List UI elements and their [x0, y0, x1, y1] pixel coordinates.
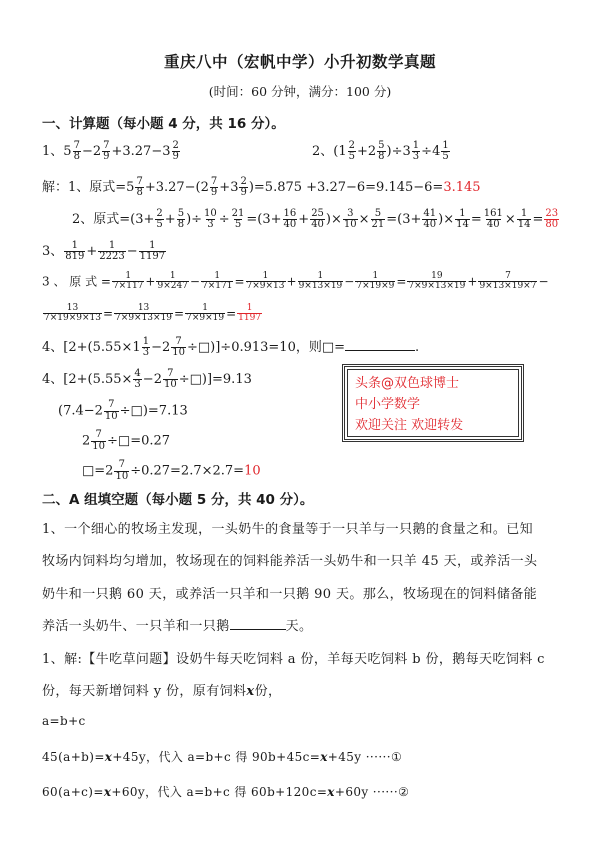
solution-4-line-4: □=2 $\frac{7}{10}$ ÷0.27=2.7×2.7=10 [82, 459, 261, 482]
solution-4-line-2: (7.4−2 $\frac{7}{10}$ ÷□)=7.13 [58, 399, 188, 422]
solution-line-3: a=b+c [42, 714, 86, 728]
answer-value: 3.145 [443, 180, 481, 195]
variable-x: x [246, 684, 255, 699]
solution-line-1: 1、解:【牛吃草问题】设奶牛每天吃饲料 a 份，羊每天吃饲料 b 份，鹅每天吃饲料 c [42, 652, 545, 667]
watermark-line-1: 头条@双色球博士 [355, 376, 460, 391]
solution-text: )=5.875 +3.27−6=9.145−6= [248, 180, 444, 195]
problem-line-1: 1、一个细心的牧场主发现，一头奶牛的食量等于一只羊与一只鹅的食量之和。已知 [42, 522, 534, 537]
solution-2: 2、原式=(3+ $\frac{2}{5}$ + $\frac{5}{8}$ )÷ $\frac{10}{3}$ ÷ $\frac{21}{5}$ =(3+ $\frac{16}{40}$ + $\frac{25}{40}$ )× $\frac{3}{10}$ × $\frac{5}{21}$ =(3+ $\frac{41}{40}$ )× $\frac{1}{14}$ = $\frac{161}{40}$ × $\frac{1}{14}$ = $\frac{23}{80}$ [72, 207, 559, 230]
equation-2 [42, 783, 409, 800]
answer-blank[interactable] [230, 629, 286, 630]
equation-1 [42, 748, 402, 765]
solution-text: 份， [254, 684, 282, 699]
equation-text: +60y，代入 a=b+c 得 60b+120c= [111, 785, 328, 799]
question-3: 3、 $\frac{1}{819}$ + $\frac{1}{2223}$ − $\frac{1}{1197}$ [42, 239, 166, 262]
variable-x: x [104, 750, 113, 764]
solution-text: +3.27−( [144, 180, 201, 195]
solution-line-2 [42, 680, 281, 699]
problem-text: 养活一头奶牛、一只羊和一只鹅 [42, 619, 230, 634]
answer-denominator: 80 [545, 219, 559, 230]
question-label: 4、 [42, 340, 64, 355]
equation-text: +45y，代入 a=b+c 得 90b+45c= [112, 750, 321, 764]
section1-heading: 一、计算题（每小题 4 分，共 16 分）。 [42, 116, 285, 132]
solution-4-line-1: 4、[2+(5.55× $\frac{4}{3}$ −2 $\frac{7}{10}$ ÷□)]=9.13 [42, 367, 252, 390]
answer-blank[interactable] [345, 350, 415, 351]
equation-text: 45(a+b)= [42, 750, 105, 764]
problem-line-2: 牧场内饲料均匀增加，牧场现在的饲料能养活一头奶牛和一只羊 45 天，或养活一头 [42, 554, 538, 569]
variable-x: x [320, 750, 328, 764]
question-1: 1、5 $\frac{7}{8}$ −2 $\frac{7}{9}$ +3.27−3 $\frac{2}{9}$ [42, 139, 179, 162]
document-title: 重庆八中（宏帆中学）小升初数学真题 [163, 53, 436, 71]
solution-4-line-3: 2 $\frac{7}{10}$ ÷□=0.27 [82, 429, 171, 452]
question-4: 4、[2+(5.55×1 $\frac{1}{3}$ −2 $\frac{7}{10}$ ÷□)]÷0.913=10，则□= . [42, 335, 420, 358]
solution-3-line-2: $\frac{13}{7\times 19\times 9\times 13}$ = $\frac{13}{7\times 9\times 13\times 19}$ = $\frac{1}{7\times 9\times 19}$ = $\frac{1}{1197}$ [44, 303, 262, 324]
answer-numerator: 1 [246, 303, 253, 313]
problem-line-3: 奶牛和一只鹅 60 天，或养活一只羊和一只鹅 90 天。那么，牧场现在的饲料储备能 [42, 587, 538, 602]
answer-fraction [237, 304, 262, 324]
answer-fraction [544, 209, 559, 231]
answer-numerator: 23 [545, 207, 559, 219]
equation-text: +45y ······① [327, 750, 403, 764]
solution-prefix: 3 、 原 式 = [42, 274, 111, 289]
answer-value: 10 [244, 463, 261, 479]
question-label: 2、 [312, 144, 334, 159]
answer-denominator: 1197 [238, 313, 262, 324]
question-2: 2、(1 $\frac{2}{5}$ +2 $\frac{5}{8}$ )÷3 $\frac{1}{3}$ ÷4 $\frac{1}{5}$ [312, 139, 449, 162]
solution-3-line-1: 3 、 原 式 = $\frac{1}{7\times 117}$ + $\frac{1}{9\times 247}$ − $\frac{1}{7\times 171}$ = $\frac{1}{7\times 9\times 13}$ + $\frac{1}{9\times 13\times 19}$ − $\frac{1}{7\times 19\times 9}$ = $\frac{19}{7\times 9\times 13\times 19}$ + $\frac{7}{9\times 13\times 19\times 7}$ − [42, 271, 549, 292]
solution-prefix: 2、原式=(3+ [72, 212, 155, 227]
document-subtitle: (时间：60 分钟，满分：100 分) [208, 84, 392, 99]
equation-text: 60(a+c)= [42, 785, 104, 799]
solution-prefix: 解：1、原式= [42, 180, 127, 195]
watermark-line-3: 欢迎关注 欢迎转发 [355, 418, 464, 433]
solution-text: 份，每天新增饲料 y 份，原有饲料 [42, 684, 247, 699]
variable-x: x [103, 785, 112, 799]
watermark-box [342, 364, 524, 442]
watermark-line-2: 中小学数学 [355, 397, 421, 412]
question-suffix: . [415, 340, 420, 355]
question-label: 3、 [42, 244, 64, 259]
equation-text: +60y ······② [334, 785, 410, 799]
question-label: 1、 [42, 144, 64, 159]
problem-suffix: 天。 [285, 619, 313, 634]
variable-x: x [327, 785, 335, 799]
solution-1: 解：1、原式=5 $\frac{7}{8}$ +3.27−(2 $\frac{7}{9}$ +3 $\frac{2}{9}$ )=5.875 +3.27−6=9.145−6=3.145 [42, 175, 481, 198]
section2-heading: 二、A 组填空题（每小题 5 分，共 40 分）。 [42, 492, 314, 508]
problem-line-4 [42, 615, 312, 634]
